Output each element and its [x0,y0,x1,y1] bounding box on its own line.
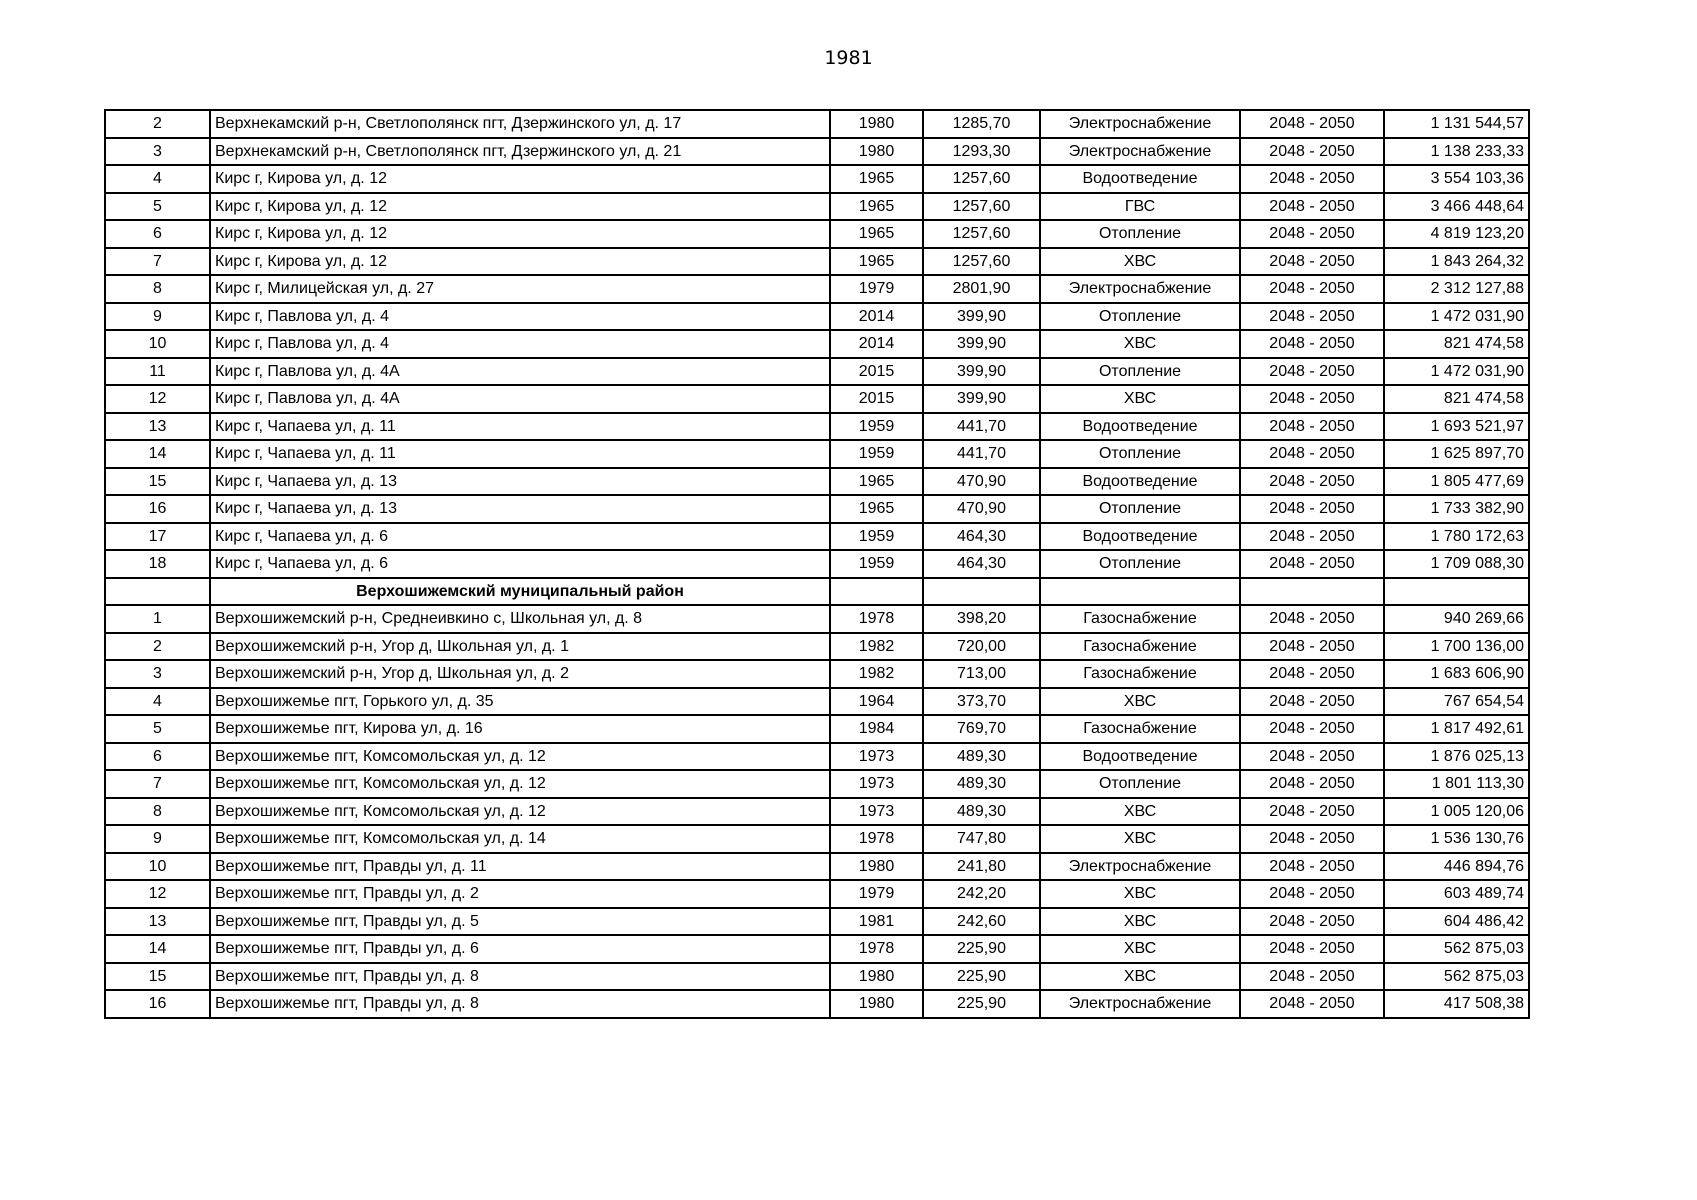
period-cell: 2048 - 2050 [1240,798,1384,826]
year-cell: 1979 [830,275,923,303]
table-body [105,110,1529,1018]
period-cell: 2048 - 2050 [1240,605,1384,633]
cost-cell: 1 843 264,32 [1384,248,1529,276]
address-cell: Кирс г, Кирова ул, д. 12 [210,248,830,276]
table-row [105,495,1529,523]
address-cell: Верхошижемский р-н, Угор д, Школьная ул, д. 2 [210,660,830,688]
row-number-cell: 15 [105,963,210,991]
area-cell: 464,30 [923,550,1040,578]
table-row [105,440,1529,468]
page-number: 1981 [824,47,873,69]
period-cell: 2048 - 2050 [1240,413,1384,441]
work-type-cell: Водоотведение [1040,523,1240,551]
table-row [105,193,1529,221]
year-cell: 1959 [830,550,923,578]
year-cell: 1984 [830,715,923,743]
period-cell: 2048 - 2050 [1240,550,1384,578]
cost-cell: 3 554 103,36 [1384,165,1529,193]
row-number-cell: 3 [105,138,210,166]
address-cell: Верхошижемье пгт, Комсомольская ул, д. 12 [210,798,830,826]
cost-cell: 1 472 031,90 [1384,358,1529,386]
period-cell: 2048 - 2050 [1240,165,1384,193]
work-type-cell: Отопление [1040,303,1240,331]
period-cell: 2048 - 2050 [1240,110,1384,138]
work-type-cell: Отопление [1040,220,1240,248]
table-row [105,220,1529,248]
address-cell: Кирс г, Кирова ул, д. 12 [210,165,830,193]
area-cell: 1257,60 [923,220,1040,248]
cost-cell: 1 131 544,57 [1384,110,1529,138]
row-number-cell: 12 [105,880,210,908]
cost-cell: 821 474,58 [1384,385,1529,413]
period-cell: 2048 - 2050 [1240,275,1384,303]
table-row [105,330,1529,358]
table-row [105,743,1529,771]
work-type-cell: ГВС [1040,193,1240,221]
table-row [105,468,1529,496]
area-cell: 489,30 [923,770,1040,798]
table-row [105,523,1529,551]
row-number-cell: 5 [105,715,210,743]
work-type-cell: Водоотведение [1040,165,1240,193]
table-row [105,715,1529,743]
period-cell: 2048 - 2050 [1240,330,1384,358]
row-number-cell: 7 [105,770,210,798]
table-row [105,303,1529,331]
work-type-cell: Отопление [1040,440,1240,468]
work-type-cell: Газоснабжение [1040,660,1240,688]
area-cell: 769,70 [923,715,1040,743]
row-number-cell: 4 [105,688,210,716]
work-type-cell: Электроснабжение [1040,990,1240,1018]
cost-cell: 1 138 233,33 [1384,138,1529,166]
table-row [105,110,1529,138]
row-number-cell: 1 [105,605,210,633]
cost-cell: 1 700 136,00 [1384,633,1529,661]
year-cell: 1982 [830,633,923,661]
row-number-cell: 3 [105,660,210,688]
area-cell: 713,00 [923,660,1040,688]
cost-cell: 604 486,42 [1384,908,1529,936]
cost-cell: 767 654,54 [1384,688,1529,716]
row-number-cell: 5 [105,193,210,221]
year-cell: 1959 [830,413,923,441]
empty-cell [1384,578,1529,606]
year-cell: 1978 [830,825,923,853]
work-type-cell: ХВС [1040,798,1240,826]
row-number-cell: 13 [105,908,210,936]
cost-cell: 1 733 382,90 [1384,495,1529,523]
address-cell: Кирс г, Милицейская ул, д. 27 [210,275,830,303]
table-row [105,770,1529,798]
table-row [105,688,1529,716]
table-row [105,248,1529,276]
cost-cell: 1 876 025,13 [1384,743,1529,771]
cost-cell: 4 819 123,20 [1384,220,1529,248]
year-cell: 1980 [830,853,923,881]
cost-cell: 1 683 606,90 [1384,660,1529,688]
period-cell: 2048 - 2050 [1240,770,1384,798]
empty-cell [1240,578,1384,606]
period-cell: 2048 - 2050 [1240,935,1384,963]
work-type-cell: ХВС [1040,963,1240,991]
area-cell: 1293,30 [923,138,1040,166]
row-number-cell: 14 [105,440,210,468]
year-cell: 1973 [830,770,923,798]
row-number-cell: 8 [105,798,210,826]
table-row [105,138,1529,166]
year-cell: 1980 [830,110,923,138]
period-cell: 2048 - 2050 [1240,495,1384,523]
table-row [105,633,1529,661]
address-cell: Кирс г, Чапаева ул, д. 11 [210,413,830,441]
area-cell: 399,90 [923,358,1040,386]
cost-cell: 603 489,74 [1384,880,1529,908]
address-cell: Верхошижемье пгт, Правды ул, д. 2 [210,880,830,908]
table-row [105,358,1529,386]
area-cell: 399,90 [923,330,1040,358]
table-row [105,605,1529,633]
area-cell: 242,20 [923,880,1040,908]
area-cell: 398,20 [923,605,1040,633]
empty-cell [1040,578,1240,606]
address-cell: Кирс г, Кирова ул, д. 12 [210,220,830,248]
table-row [105,935,1529,963]
work-type-cell: Водоотведение [1040,468,1240,496]
year-cell: 2015 [830,385,923,413]
row-number-cell: 6 [105,220,210,248]
work-type-cell: Электроснабжение [1040,275,1240,303]
row-number-cell: 2 [105,633,210,661]
address-cell: Верхошижемье пгт, Горького ул, д. 35 [210,688,830,716]
cost-cell: 1 801 113,30 [1384,770,1529,798]
period-cell: 2048 - 2050 [1240,523,1384,551]
work-type-cell: ХВС [1040,880,1240,908]
year-cell: 1982 [830,660,923,688]
area-cell: 242,60 [923,908,1040,936]
year-cell: 1980 [830,138,923,166]
address-cell: Верхошижемье пгт, Правды ул, д. 8 [210,990,830,1018]
row-number-cell: 12 [105,385,210,413]
work-type-cell: Отопление [1040,495,1240,523]
row-number-cell: 7 [105,248,210,276]
address-cell: Кирс г, Кирова ул, д. 12 [210,193,830,221]
period-cell: 2048 - 2050 [1240,385,1384,413]
table-row [105,963,1529,991]
row-number-cell: 17 [105,523,210,551]
year-cell: 1973 [830,743,923,771]
area-cell: 399,90 [923,303,1040,331]
address-cell: Верхнекамский р-н, Светлополянск пгт, Дзержинского ул, д. 17 [210,110,830,138]
cost-cell: 446 894,76 [1384,853,1529,881]
area-cell: 225,90 [923,963,1040,991]
table-row [105,660,1529,688]
cost-cell: 2 312 127,88 [1384,275,1529,303]
work-type-cell: ХВС [1040,825,1240,853]
work-type-cell: Водоотведение [1040,413,1240,441]
work-type-cell: Отопление [1040,550,1240,578]
area-cell: 470,90 [923,468,1040,496]
work-type-cell: Электроснабжение [1040,110,1240,138]
cost-cell: 1 780 172,63 [1384,523,1529,551]
area-cell: 720,00 [923,633,1040,661]
period-cell: 2048 - 2050 [1240,193,1384,221]
period-cell: 2048 - 2050 [1240,908,1384,936]
year-cell: 1979 [830,880,923,908]
year-cell: 1965 [830,468,923,496]
work-type-cell: Водоотведение [1040,743,1240,771]
period-cell: 2048 - 2050 [1240,825,1384,853]
area-cell: 441,70 [923,440,1040,468]
work-type-cell: Газоснабжение [1040,715,1240,743]
address-cell: Кирс г, Чапаева ул, д. 13 [210,468,830,496]
area-cell: 399,90 [923,385,1040,413]
address-cell: Верхошижемье пгт, Комсомольская ул, д. 12 [210,770,830,798]
address-cell: Кирс г, Павлова ул, д. 4 [210,303,830,331]
row-number-cell: 4 [105,165,210,193]
repair-schedule-table [104,109,1530,1019]
year-cell: 1978 [830,935,923,963]
work-type-cell: Газоснабжение [1040,605,1240,633]
work-type-cell: ХВС [1040,330,1240,358]
table-row [105,550,1529,578]
year-cell: 2014 [830,330,923,358]
address-cell: Верхошижемский р-н, Среднеивкино с, Школьная ул, д. 8 [210,605,830,633]
cost-cell: 417 508,38 [1384,990,1529,1018]
work-type-cell: Отопление [1040,770,1240,798]
area-cell: 225,90 [923,990,1040,1018]
address-cell: Верхошижемье пгт, Правды ул, д. 8 [210,963,830,991]
area-cell: 1257,60 [923,193,1040,221]
year-cell: 2015 [830,358,923,386]
period-cell: 2048 - 2050 [1240,853,1384,881]
section-header-row [105,578,1529,606]
cost-cell: 1 536 130,76 [1384,825,1529,853]
address-cell: Кирс г, Чапаева ул, д. 13 [210,495,830,523]
work-type-cell: ХВС [1040,908,1240,936]
work-type-cell: Газоснабжение [1040,633,1240,661]
cost-cell: 1 625 897,70 [1384,440,1529,468]
period-cell: 2048 - 2050 [1240,660,1384,688]
area-cell: 225,90 [923,935,1040,963]
year-cell: 1965 [830,220,923,248]
table-row [105,385,1529,413]
period-cell: 2048 - 2050 [1240,963,1384,991]
period-cell: 2048 - 2050 [1240,990,1384,1018]
empty-cell [923,578,1040,606]
row-number-cell: 16 [105,495,210,523]
year-cell: 1973 [830,798,923,826]
empty-cell [830,578,923,606]
work-type-cell: Отопление [1040,358,1240,386]
cost-cell: 1 693 521,97 [1384,413,1529,441]
cost-cell: 1 472 031,90 [1384,303,1529,331]
work-type-cell: Электроснабжение [1040,853,1240,881]
address-cell: Верхошижемский р-н, Угор д, Школьная ул, д. 1 [210,633,830,661]
table-row [105,853,1529,881]
year-cell: 1964 [830,688,923,716]
year-cell: 1959 [830,440,923,468]
cost-cell: 562 875,03 [1384,963,1529,991]
year-cell: 1981 [830,908,923,936]
area-cell: 373,70 [923,688,1040,716]
row-number-cell: 9 [105,303,210,331]
row-number-cell: 9 [105,825,210,853]
address-cell: Верхнекамский р-н, Светлополянск пгт, Дзержинского ул, д. 21 [210,138,830,166]
empty-cell [105,578,210,606]
area-cell: 441,70 [923,413,1040,441]
row-number-cell: 14 [105,935,210,963]
period-cell: 2048 - 2050 [1240,303,1384,331]
period-cell: 2048 - 2050 [1240,440,1384,468]
area-cell: 489,30 [923,743,1040,771]
year-cell: 1980 [830,963,923,991]
period-cell: 2048 - 2050 [1240,220,1384,248]
table-row [105,908,1529,936]
period-cell: 2048 - 2050 [1240,880,1384,908]
address-cell: Верхошижемье пгт, Правды ул, д. 11 [210,853,830,881]
work-type-cell: ХВС [1040,248,1240,276]
section-title: Верхошижемский муниципальный район [210,578,830,606]
cost-cell: 3 466 448,64 [1384,193,1529,221]
table-row [105,275,1529,303]
work-type-cell: ХВС [1040,385,1240,413]
cost-cell: 562 875,03 [1384,935,1529,963]
table-row [105,413,1529,441]
period-cell: 2048 - 2050 [1240,468,1384,496]
period-cell: 2048 - 2050 [1240,138,1384,166]
year-cell: 1978 [830,605,923,633]
cost-cell: 821 474,58 [1384,330,1529,358]
row-number-cell: 18 [105,550,210,578]
cost-cell: 940 269,66 [1384,605,1529,633]
address-cell: Кирс г, Павлова ул, д. 4 [210,330,830,358]
period-cell: 2048 - 2050 [1240,248,1384,276]
area-cell: 241,80 [923,853,1040,881]
address-cell: Верхошижемье пгт, Комсомольская ул, д. 14 [210,825,830,853]
row-number-cell: 8 [105,275,210,303]
work-type-cell: Электроснабжение [1040,138,1240,166]
address-cell: Кирс г, Павлова ул, д. 4А [210,385,830,413]
year-cell: 2014 [830,303,923,331]
address-cell: Верхошижемье пгт, Правды ул, д. 5 [210,908,830,936]
table-row [105,825,1529,853]
year-cell: 1965 [830,495,923,523]
row-number-cell: 16 [105,990,210,1018]
area-cell: 2801,90 [923,275,1040,303]
cost-cell: 1 709 088,30 [1384,550,1529,578]
period-cell: 2048 - 2050 [1240,743,1384,771]
period-cell: 2048 - 2050 [1240,633,1384,661]
work-type-cell: ХВС [1040,935,1240,963]
row-number-cell: 15 [105,468,210,496]
area-cell: 747,80 [923,825,1040,853]
address-cell: Верхошижемье пгт, Комсомольская ул, д. 12 [210,743,830,771]
area-cell: 1285,70 [923,110,1040,138]
area-cell: 470,90 [923,495,1040,523]
row-number-cell: 2 [105,110,210,138]
cost-cell: 1 805 477,69 [1384,468,1529,496]
address-cell: Кирс г, Павлова ул, д. 4А [210,358,830,386]
table-row [105,990,1529,1018]
row-number-cell: 10 [105,330,210,358]
period-cell: 2048 - 2050 [1240,688,1384,716]
year-cell: 1965 [830,248,923,276]
year-cell: 1980 [830,990,923,1018]
address-cell: Кирс г, Чапаева ул, д. 6 [210,550,830,578]
work-type-cell: ХВС [1040,688,1240,716]
year-cell: 1959 [830,523,923,551]
area-cell: 1257,60 [923,248,1040,276]
area-cell: 464,30 [923,523,1040,551]
address-cell: Кирс г, Чапаева ул, д. 6 [210,523,830,551]
address-cell: Верхошижемье пгт, Кирова ул, д. 16 [210,715,830,743]
table-row [105,798,1529,826]
row-number-cell: 13 [105,413,210,441]
table-row [105,165,1529,193]
year-cell: 1965 [830,165,923,193]
area-cell: 1257,60 [923,165,1040,193]
period-cell: 2048 - 2050 [1240,358,1384,386]
area-cell: 489,30 [923,798,1040,826]
cost-cell: 1 817 492,61 [1384,715,1529,743]
period-cell: 2048 - 2050 [1240,715,1384,743]
address-cell: Верхошижемье пгт, Правды ул, д. 6 [210,935,830,963]
row-number-cell: 10 [105,853,210,881]
year-cell: 1965 [830,193,923,221]
row-number-cell: 11 [105,358,210,386]
table-row [105,880,1529,908]
cost-cell: 1 005 120,06 [1384,798,1529,826]
row-number-cell: 6 [105,743,210,771]
address-cell: Кирс г, Чапаева ул, д. 11 [210,440,830,468]
